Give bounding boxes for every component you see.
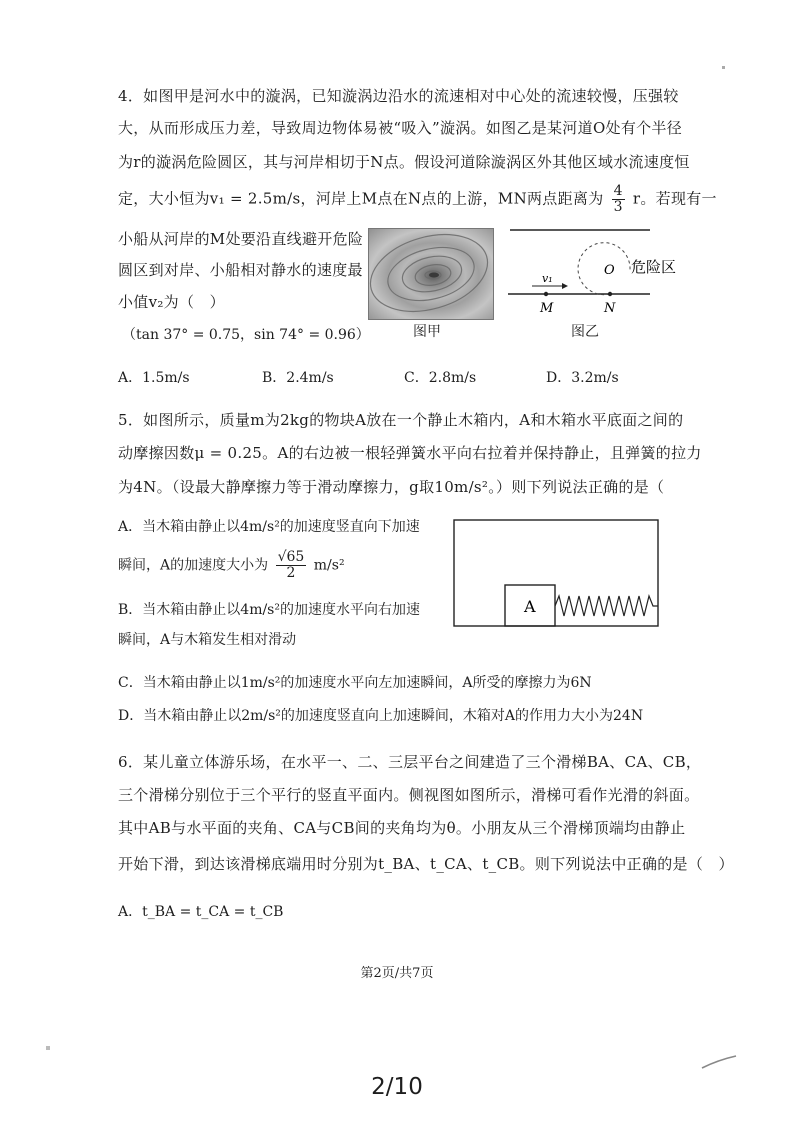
q5-option-b-line-1: B．当木箱由静止以4m/s²的加速度水平向右加速 <box>118 602 420 618</box>
scan-mark <box>700 1052 740 1072</box>
danger-zone-label: 危险区 <box>631 258 677 276</box>
m-label: M <box>540 301 554 316</box>
point-n <box>608 292 612 296</box>
n-label: N <box>604 301 616 316</box>
q6-line-3: 其中AB与水平面的夹角、CA与CB间的夹角均为θ。小朋友从三个滑梯顶端均由静止 <box>118 819 686 837</box>
q4-line-2: 大，从而形成压力差，导致周边物体易被“吸入”漩涡。如图乙是某河道O处有个半径 <box>118 119 683 137</box>
fig-jia-caption: 图甲 <box>413 324 441 340</box>
q6-option-a: A．t_BA = t_CA = t_CB <box>118 904 284 920</box>
point-m <box>544 292 548 296</box>
wooden-box <box>454 520 658 626</box>
q4-option-b: B．2.4m/s <box>262 370 334 386</box>
q4-fraction-den: 3 <box>613 199 623 215</box>
spring <box>555 596 658 616</box>
q4-line-5: 小船从河岸的M处要沿直线避开危险 <box>118 230 364 248</box>
q5-fraction-den: 2 <box>286 565 296 581</box>
q4-option-a: A．1.5m/s <box>118 370 190 386</box>
q4-line-6: 圆区到对岸、小船相对静水的速度最 <box>118 261 363 279</box>
q5-option-a-fraction <box>276 550 307 581</box>
q4-line-4b: r。若现有一 <box>632 189 717 208</box>
page-footer: 第2页/共7页 <box>360 966 434 981</box>
q6-line-4: 开始下滑，到达该滑梯底端用时分别为t_BA、t_CA、t_CB。则下列说法中正确的是（ ） <box>118 855 734 873</box>
v1-arrowhead <box>562 283 568 289</box>
q4-line-3: 为r的漩涡危险圆区，其与河岸相切于N点。假设河道除漩涡区外其他区域水流速度恒 <box>118 153 690 171</box>
scan-dot <box>46 1046 50 1050</box>
page-indicator: 2/10 <box>371 1074 423 1100</box>
whirlpool-photo <box>368 228 494 320</box>
q4-option-c: C．2.8m/s <box>404 370 477 386</box>
v1-label: v₁ <box>542 272 553 285</box>
q4-line-4a: 定，大小恒为v₁ = 2.5m/s，河岸上M点在N点的上游，MN两点距离为 <box>118 189 604 208</box>
q4-fraction-num: 4 <box>613 183 623 199</box>
q5-option-a-unit: m/s² <box>313 557 345 574</box>
q4-hint: （tan 37° = 0.75，sin 74° = 0.96） <box>122 327 370 343</box>
q5-line-3: 为4N。（设最大静摩擦力等于滑动摩擦力，g取10m/s²。）则下列说法正确的是（ <box>118 478 665 496</box>
q4-option-d: D．3.2m/s <box>546 370 619 386</box>
q5-line-1: 5．如图所示，质量m为2kg的物块A放在一个静止木箱内，A和木箱水平底面之间的 <box>118 411 684 429</box>
river-diagram <box>500 222 690 337</box>
q4-line-1: 4．如图甲是河水中的漩涡，已知漩涡边沿水的流速相对中心处的流速较慢，压强较 <box>118 87 679 105</box>
q5-option-a-text: 瞬间，A的加速度大小为 <box>118 557 269 574</box>
q5-line-2: 动摩擦因数μ = 0.25。A的右边被一根轻弹簧水平向右拉着并保持静止，且弹簧的拉力 <box>118 444 702 462</box>
whirlpool-swirl-image <box>369 229 493 319</box>
fig-yi-caption: 图乙 <box>571 324 599 340</box>
o-label: O <box>604 263 615 278</box>
q4-line-4 <box>118 184 717 215</box>
q5-option-b-line-2: 瞬间，A与木箱发生相对滑动 <box>118 632 297 648</box>
q5-option-d: D．当木箱由静止以2m/s²的加速度竖直向上加速瞬间，木箱对A的作用力大小为24N <box>118 708 644 724</box>
q6-line-1: 6．某儿童立体游乐场，在水平一、二、三层平台之间建造了三个滑梯BA、CA、CB， <box>118 753 702 771</box>
q5-fraction-num: √65 <box>277 549 305 565</box>
scan-dot-top <box>722 66 725 69</box>
q5-option-c: C．当木箱由静止以1m/s²的加速度水平向左加速瞬间，A所受的摩擦力为6N <box>118 675 592 691</box>
q5-option-a-line-1: A．当木箱由静止以4m/s²的加速度竖直向下加速 <box>118 519 420 535</box>
q4-fraction <box>612 184 625 215</box>
q5-option-a-line-2 <box>118 550 345 581</box>
q6-line-2: 三个滑梯分别位于三个平行的竖直平面内。侧视图如图所示，滑梯可看作光滑的斜面。 <box>118 786 700 804</box>
q4-line-7: 小值v₂为（ ） <box>118 293 225 311</box>
block-a-label: A <box>524 597 536 616</box>
box-spring-diagram <box>452 518 662 630</box>
